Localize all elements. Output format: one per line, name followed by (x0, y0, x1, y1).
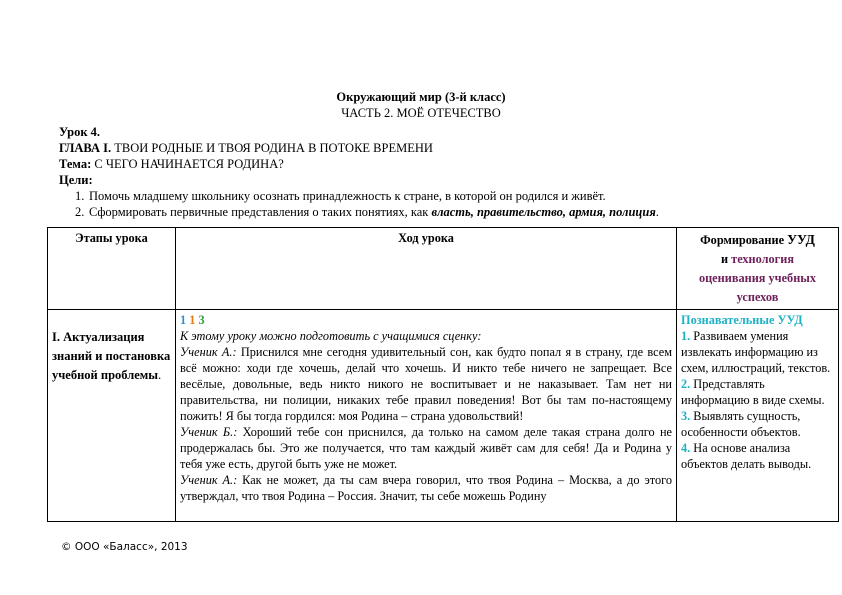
chapter-line (59, 140, 779, 156)
lesson-header (59, 124, 779, 220)
header-stages: Этапы урока (48, 228, 176, 310)
uud-number: 2. (681, 377, 691, 391)
goal-item (75, 188, 779, 204)
uud-title: Познавательные УУД (681, 313, 803, 327)
header-uud-and: и (720, 252, 729, 266)
table-row (48, 310, 839, 522)
header-technology: технология (731, 252, 794, 266)
chapter-text: ТВОИ РОДНЫЕ И ТВОЯ РОДИНА В ПОТОКЕ ВРЕМЕНИ (114, 141, 433, 155)
goal-number: 2. (75, 205, 85, 219)
header-uud (677, 228, 839, 310)
uud-text: Представлять информацию в виде схемы. (681, 377, 825, 407)
uud-number: 1. (681, 329, 691, 343)
uud-text: Развиваем умения извлекать информацию из схем, иллюстраций, текстов. (681, 329, 831, 375)
goal-item (75, 204, 779, 220)
chapter-label: ГЛАВА I. (59, 141, 112, 155)
number-orange: 1 (189, 313, 196, 327)
uud-text: На основе анализа объектов делать выводы. (681, 441, 812, 471)
line-text: Приснился мне сегодня удивительный сон, как будто попал я в страну, где всем всё можно: ходи где хочешь, делай что хочешь. И никто тебе ничего не запрещает. Все весёлые, довольные, ведь никто никого не воспитывает и не наказывает. Там нет ни правительства, ни полиции, никаких тебе правил поведения! Вот бы там по-настоящему пожить! Я бы тогда гордился: моя Родина – страна удовольствий! (180, 345, 672, 423)
document-title (0, 89, 842, 121)
topic-line (59, 156, 779, 172)
scene-intro: К этому уроку можно подготовить с учащимися сценку: (180, 329, 482, 343)
lesson-table (47, 227, 839, 522)
header-uud-label: УУД (787, 232, 815, 247)
speaker: Ученик А.: (180, 473, 238, 487)
goal-emphasis: власть, правительство, армия, полиция (431, 205, 656, 219)
goal-text: Помочь младшему школьнику осознать принадлежность к стране, в которой он родился и живёт. (89, 189, 606, 203)
topic-text: С ЧЕГО НАЧИНАЕТСЯ РОДИНА? (94, 157, 284, 171)
header-progress: Ход урока (176, 228, 677, 310)
header-assessment: оценивания учебных (698, 271, 817, 285)
stage-cell (48, 310, 176, 522)
line-text: Хороший тебе сон приснился, да только на самом деле такая страна долго не продержалась бы. Это же получается, что там каждый живёт сам для себя! Да и Родина у тебя уже есть, другой быть уже не может. (180, 425, 672, 471)
uud-text: Выявлять сущность, особенности объектов. (681, 409, 801, 439)
uud-number: 4. (681, 441, 691, 455)
line-text: Как не может, да ты сам вчера говорил, что твоя Родина – Москва, а до этого утверждал, что твоя Родина – Россия. Значит, ты себе можешь Родину (180, 473, 672, 503)
part-title: ЧАСТЬ 2. МОЁ ОТЕЧЕСТВО (341, 106, 501, 120)
uud-item (681, 376, 834, 408)
goal-end: . (655, 205, 659, 219)
number-green: 3 (198, 313, 205, 327)
dialogue-line (180, 472, 672, 504)
subject-title: Окружающий мир (3-й класс) (336, 90, 506, 104)
header-success: успехов (736, 290, 779, 304)
stage-title: I. Актуализация знаний и постановка учебной проблемы (52, 330, 171, 382)
copyright-footer: © ООО «Баласс», 2013 (61, 541, 188, 553)
speaker: Ученик Б.: (180, 425, 238, 439)
uud-item (681, 328, 834, 376)
uud-cell (677, 310, 839, 522)
topic-label: Тема: (59, 157, 92, 171)
goals-list (59, 188, 779, 220)
progress-numbers (180, 312, 672, 328)
stage-dot: . (158, 368, 162, 382)
goals-label: Цели: (59, 173, 93, 187)
speaker: Ученик А.: (180, 345, 237, 359)
number-blue: 1 (180, 313, 187, 327)
table-header-row (48, 228, 839, 310)
uud-number: 3. (681, 409, 691, 423)
progress-cell (176, 310, 677, 522)
dialogue-line (180, 344, 672, 424)
goal-text: Сформировать первичные представления о таких понятиях, как (89, 205, 432, 219)
lesson-number: Урок 4. (59, 125, 101, 139)
dialogue-line (180, 424, 672, 472)
goal-number: 1. (75, 189, 85, 203)
header-uud-part1: Формирование (700, 233, 785, 247)
uud-item (681, 408, 834, 440)
uud-item (681, 440, 834, 472)
